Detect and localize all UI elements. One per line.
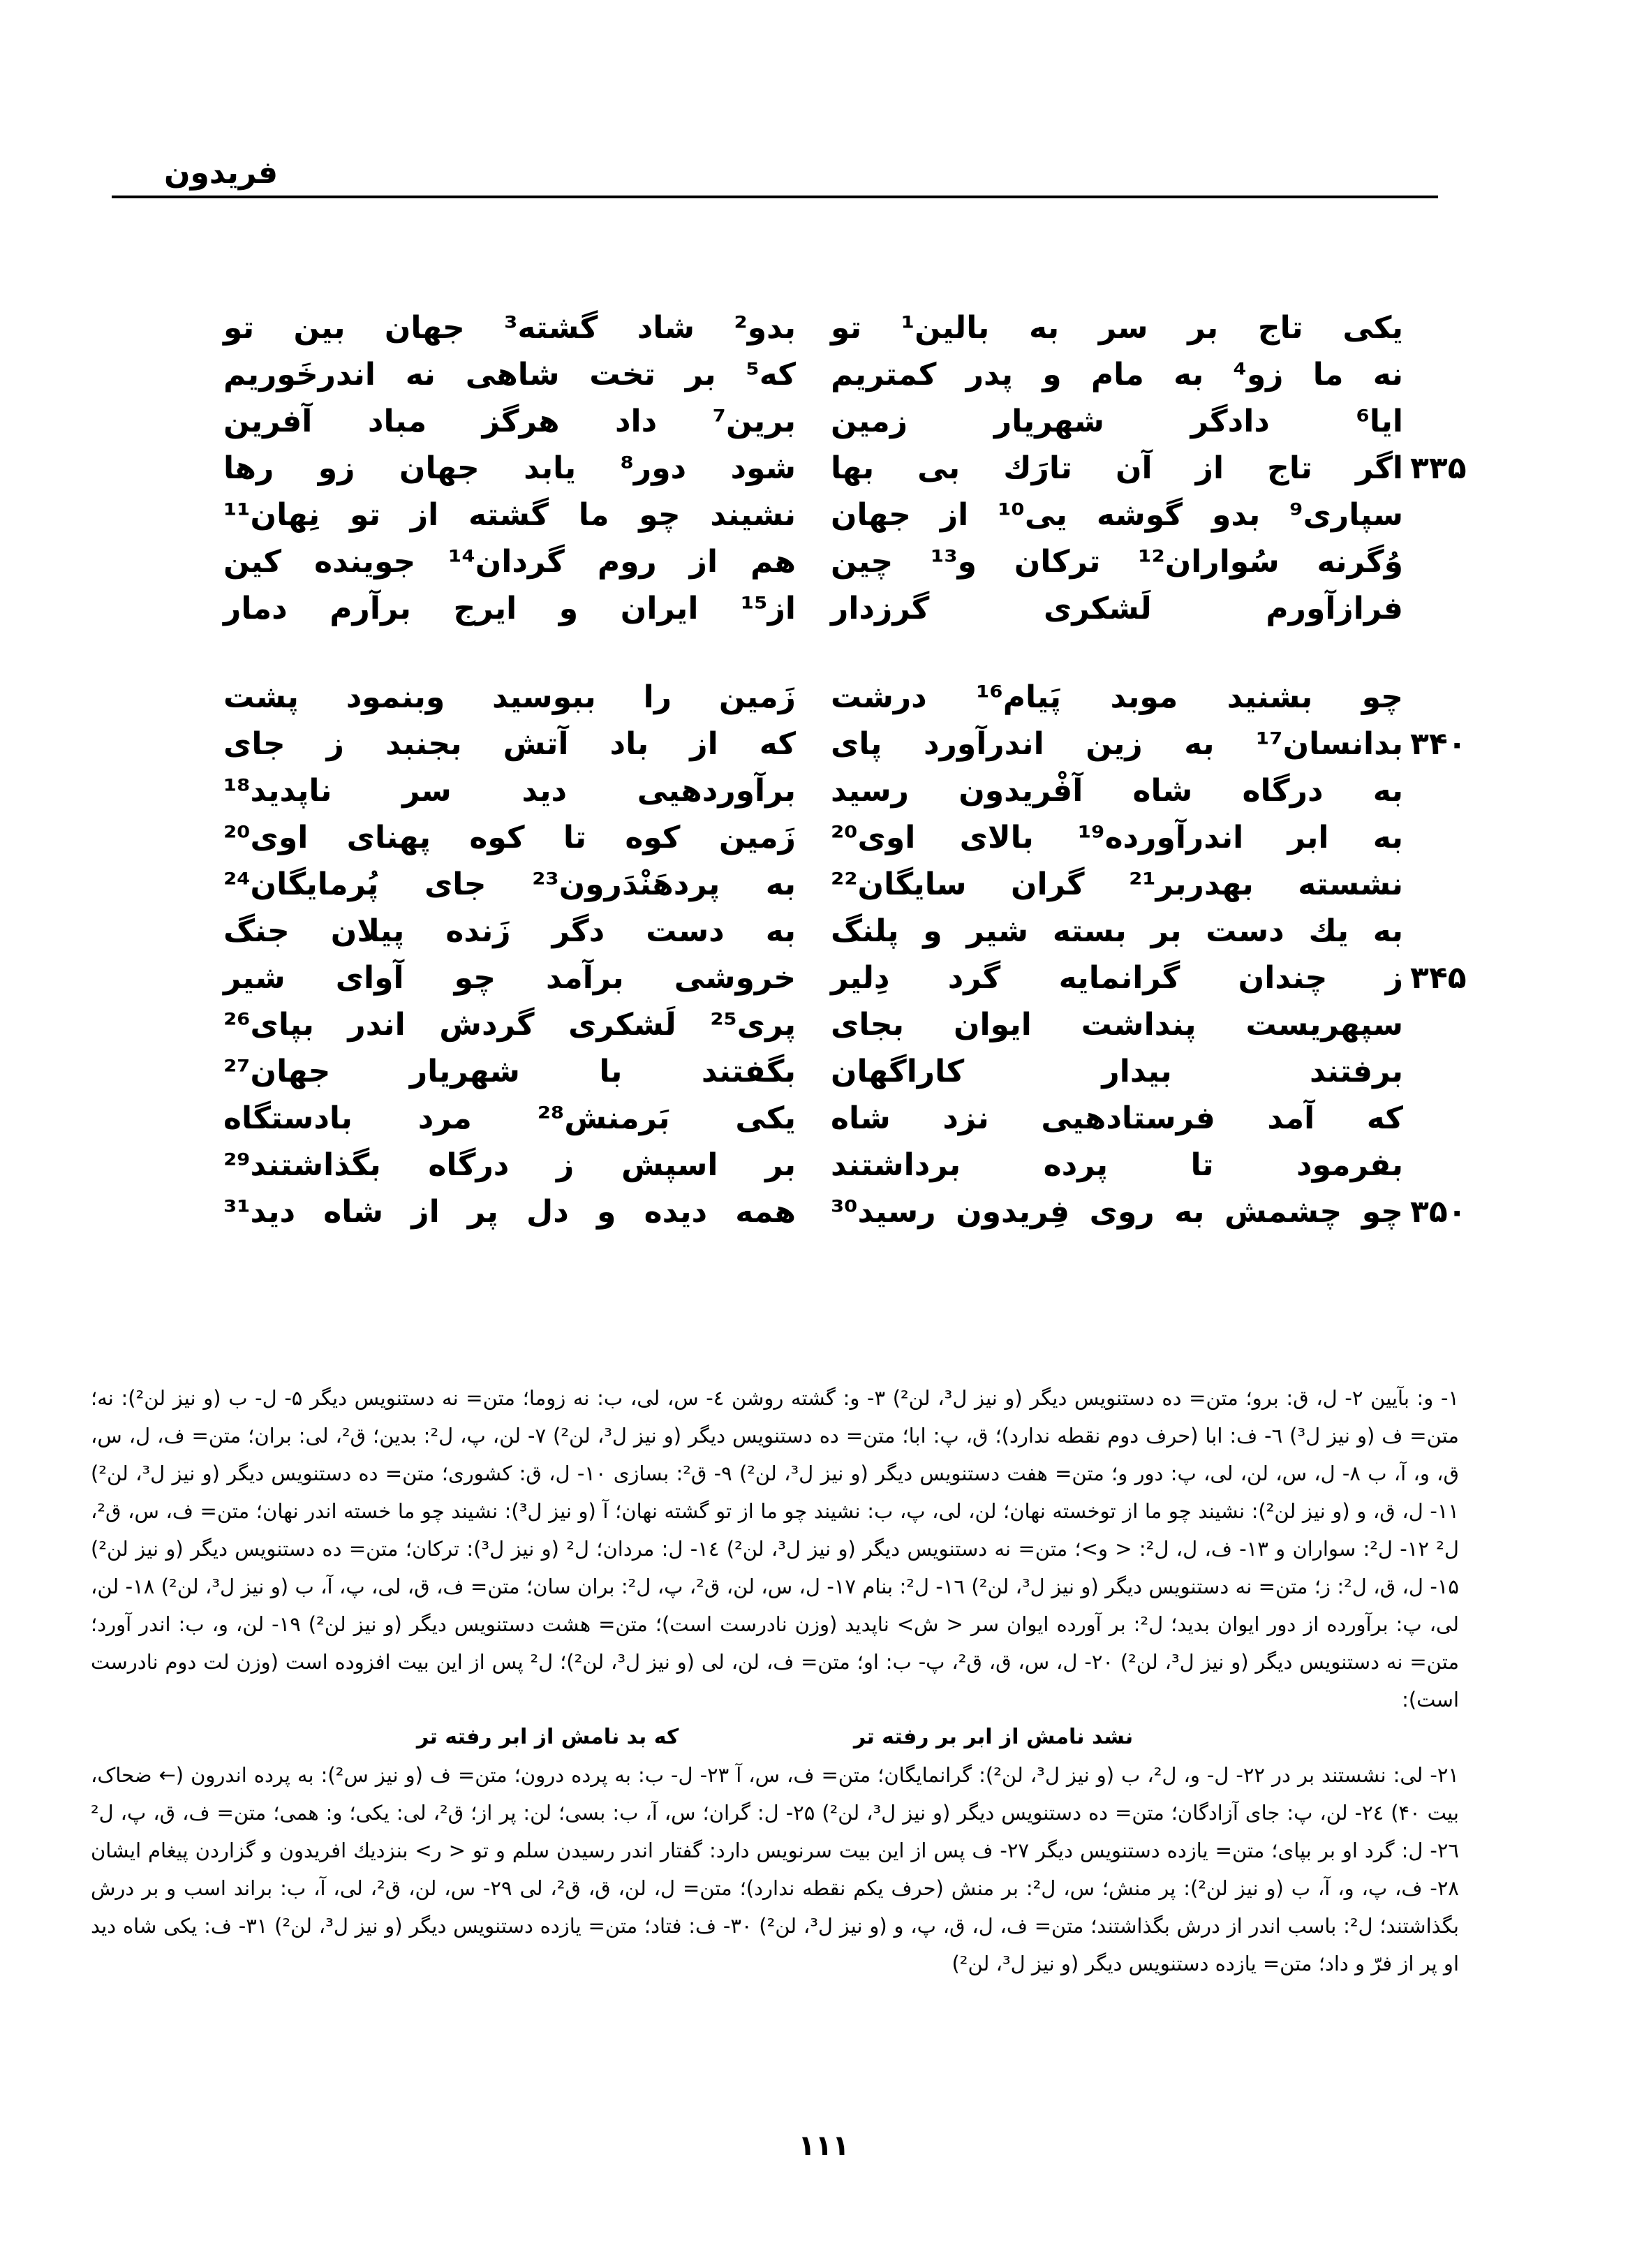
hemistich-first: ز چندان گرانمایه گرد دِلیر [831, 960, 1403, 996]
hemistich-second: بگفتند با شهریار جهان²⁷ [223, 1054, 796, 1089]
hemistich-first: بدانسان¹⁷ به زین اندرآورد پای [831, 726, 1403, 762]
couplet [0, 588, 1644, 658]
hemistich-second: از¹⁵ ایران و ایرج برآرم دمار [223, 591, 796, 626]
hemistich-second: شود دور⁸ یابد جهان زو رها [223, 450, 796, 486]
poem-body [0, 307, 1644, 1355]
verse-number: ۳۴۰ [1410, 726, 1467, 762]
hemistich-second: که از باد آتش بجنبد ز جای [223, 726, 796, 762]
hemistich-first: اگر تاج از آن تارَك بی بها [831, 450, 1403, 486]
hemistich-second: برین⁷ داد هرگز مباد آفرین [223, 404, 796, 439]
hemistich-first: نشسته بهدربر²¹ گران سایگان²² [831, 867, 1403, 902]
hemistich-second: بر اسپش ز درگاه بگذاشتند²⁹ [223, 1147, 796, 1183]
hemistich-first: به یك دست بر بسته شیر و پلنگ [831, 913, 1403, 949]
hemistich-second: برآوردهیی دید سر ناپدید¹⁸ [223, 773, 796, 809]
hemistich-second: پری²⁵ لَشکری گردش اندر بپای²⁶ [223, 1007, 796, 1043]
hemistich-first: چو بشنید موبد پَیام¹⁶ درشت [831, 679, 1404, 715]
extra-verse-left: که بد نامش از ابر رفته تر [416, 1725, 679, 1749]
verse-number: ۳۵۰ [1410, 1194, 1467, 1230]
hemistich-first: بفرمود تا پرده برداشتند [831, 1147, 1403, 1183]
hemistich-second: که⁵ بر تخت شاهی نه اندرخَوریم [223, 357, 796, 392]
hemistich-first: چو چشمش به روی فِریدون رسید³⁰ [831, 1194, 1403, 1230]
hemistich-first: سپاری⁹ بدو گوشه یی¹⁰ از جهان [831, 497, 1403, 533]
hemistich-second: یکی بَرمنش²⁸ مرد بادستگاه [223, 1100, 796, 1136]
hemistich-first: فرازآورم لَشکری گرزدار [831, 591, 1403, 626]
hemistich-second: هم از روم گردان¹⁴ جوینده کین [223, 544, 797, 580]
couplet [0, 1191, 1644, 1261]
footnote-extra-verse [91, 1718, 1459, 1756]
hemistich-first: ایا⁶ دادگر شهریار زمین [831, 404, 1403, 439]
hemistich-first: به ابر اندرآورده¹⁹ بالای اوی²⁰ [831, 820, 1404, 855]
hemistich-second: بدو² شاد گشته³ جهان بین تو [223, 310, 796, 346]
hemistich-first: برفتند بیدار کاراگهان [831, 1054, 1403, 1089]
extra-verse-right: نشد نامش از ابر بر رفته تر [853, 1725, 1134, 1749]
footnotes [91, 1379, 1459, 1982]
hemistich-first: به درگاه شاه آفْریدون رسید [831, 773, 1403, 809]
hemistich-second: زَمین کوه تا کوه پهنای اوی²⁰ [223, 820, 796, 855]
hemistich-second: به دست دگر زَنده پیلان جنگ [223, 913, 796, 949]
footnotes-paragraph: ۱- و: بآیین ۲- ل، ق: برو؛ متن= ده دستنویس دیگر (و نیز ل³، لن²) ۳- و: گشته روشن ٤- س، لی، ب: نه زوما؛ متن= نه دستنویس دیگر ۵- ل- ب (و نیز لن²): نه؛ متن= ف (و نیز ل³) ٦- ف: ابا (حرف دوم نقطه ندارد)؛ ق، پ: ابا؛ متن= ده دستنویس دیگر (و نیز ل³، لن²) ۷- لن، پ، ل²: بدین؛ ق²، لی: بران؛ متن= ف، ل، س، ق، و، آ، ب ۸- ل، س، لن، لی، پ: دور و؛ متن= هفت دستنویس دیگر (و نیز ل³، لن²) ۹- ق²: بسازی ۱۰- ل، ق: کشوری؛ متن= ده دستنویس دیگر (و نیز ل³، لن²) ۱۱- ل، ق، و (و نیز لن²): نشیند چو ما از توخسته نهان؛ لن، لی، پ، ب: نشیند چو ما از تو گشته نهان؛ آ (و نیز ل³): نشیند چو ما خسته اندر نهان؛ متن= ف، س، ق²، ل² ۱۲- ل²: سواران و ۱۳- ف، ل، ل²: < و>؛ متن= نه دستنویس دیگر (و نیز ل³، لن²) ١٤- ل: مردان؛ ل² (و نیز ل³): ترکان؛ متن= ده دستنویس دیگر (و نیز لن²) ۱۵- ل، ق، ل²: ز؛ متن= نه دستنویس دیگر (و نیز ل³، لن²) ۱٦- ل²: بنام ۱۷- ل، س، لن، ق²، پ، ل²: بران سان؛ متن= ف، ق، لی، پ، آ، ب (و نیز ل³، لن²) ۱۸- لن، لی، پ: برآورده از دور ایوان بدید؛ ل²: بر آورده ایوان سر < ش> ناپدید (وزن نادرست است)؛ متن= هشت دستنویس دیگر (و نیز لن²) ۱۹- لن، و، ب: اندر آورد؛ متن= نه دستنویس دیگر (و نیز ل³، لن²) ۲۰- ل، س، ق، ق²، پ- ب: او؛ متن= ف، لن، لی (و نیز ل³، لن²)؛ ل² پس از این بیت افزوده است (وزن لت دوم نادرست است): [91, 1386, 1460, 1711]
page-title: فریدون [164, 155, 279, 191]
hemistich-second: به پردهَنْدَرون²³ جای پُرمایگان²⁴ [223, 867, 796, 902]
verse-number: ۳۳۵ [1410, 450, 1467, 486]
header-rule [112, 196, 1438, 198]
footnotes-paragraph: ۲۱- لی: نشستند بر در ۲۲- ل- و، ل²، ب (و نیز ل³، لن²): گرانمایگان؛ متن= ف، س، آ ۲۳- ل- ب: به پرده درون؛ متن= ف (و نیز س²): به پرده اندرون (← ضحاک، بیت ۴۰) ٢٤- لن، پ: جای آزادگان؛ متن= ده دستنویس دیگر (و نیز ل³، لن²) ۲۵- ل: گران؛ س، آ، ب: بسی؛ لن: پر از؛ ق²، لی: یکی؛ و: همی؛ متن= ف، ق، پ، ل² ٢٦- ل: گرد او بر بپای؛ متن= یازده دستنویس دیگر ۲۷- ف پس از این بیت سرنویس دارد: گفتار اندر رسیدن سلم و تو < ر> بنزدیك افریدون و گزاردن پیغام ایشان ۲۸- ف، پ، و، آ، ب (و نیز لن²): پر منش؛ س، ل²: بر منش (حرف یکم نقطه ندارد)؛ متن= ل، لن، ق، ق²، لی ۲۹- س، لن، ق²، لی، آ، ب: براند اسب و بر درش بگذاشتند؛ ل²: باسب اندر از درش بگذاشتند؛ متن= ف، ل، ق، پ، و (و نیز ل³، لن²) ۳۰- ف: فتاد؛ متن= یازده دستنویس دیگر (و نیز ل³، لن²) ۳۱- ف: یکی شاه دید او پر از فرّ و داد؛ متن= یازده دستنویس دیگر (و نیز ل³، لن²) [91, 1763, 1460, 1975]
hemistich-first: یکی تاج بر سر به بالین¹ تو [831, 310, 1403, 346]
hemistich-first: وُگرنه سُواران¹² ترکان و¹³ چین [831, 544, 1403, 580]
hemistich-second: نشیند چو ما گشته از تو نِهان¹¹ [223, 497, 796, 533]
hemistich-second: همه دیده و دل پر از شاه دید³¹ [223, 1194, 796, 1230]
hemistich-second: زَمین را ببوسید وبنمود پشت [223, 679, 796, 715]
hemistich-first: سپهریست پنداشت ایوان بجای [831, 1007, 1403, 1043]
page-number: ۱۱۱ [798, 2130, 850, 2162]
hemistich-first: نه ما زو⁴ به مام و پدر کمتریم [831, 357, 1403, 392]
verse-number: ۳۴۵ [1410, 960, 1467, 996]
hemistich-second: خروشی برآمد چو آوای شیر [223, 960, 796, 996]
hemistich-first: که آمد فرستادهیی نزد شاه [831, 1100, 1403, 1136]
